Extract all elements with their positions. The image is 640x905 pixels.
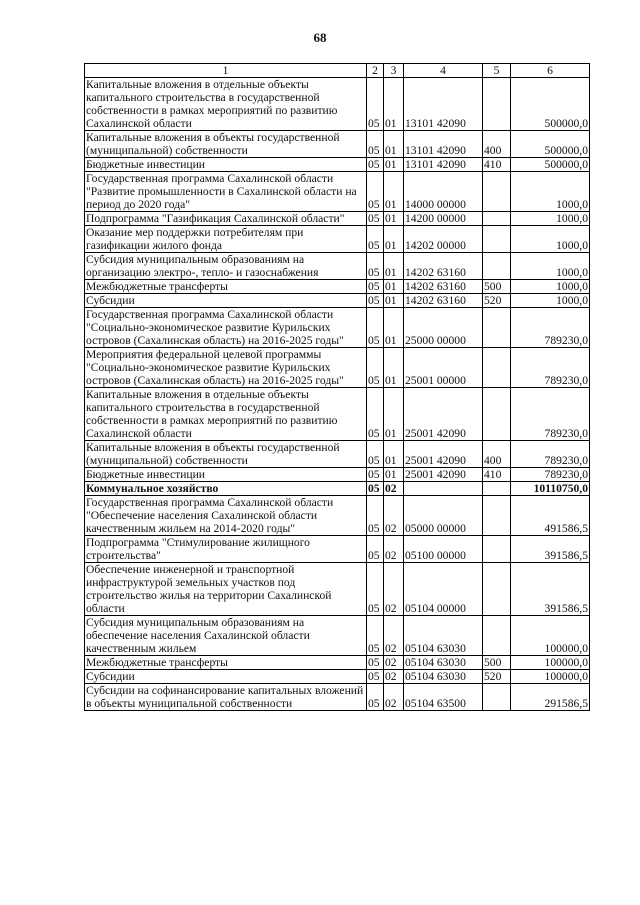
row-target-article-cell: 25001 42090 (404, 468, 483, 482)
row-amount-cell: 391586,5 (511, 563, 590, 616)
table-row (85, 131, 590, 158)
row-name-cell: Мероприятия федеральной целевой программы "Социально-экономическое развитие Курильских островов (Сахалинская область) на 2016-2025 годы" (85, 348, 367, 388)
row-name-cell: Межбюджетные трансферты (85, 280, 367, 294)
row-subsection-cell: 01 (384, 441, 404, 468)
row-section-cell: 05 (367, 656, 384, 670)
row-section-cell: 05 (367, 131, 384, 158)
table-row (85, 348, 590, 388)
row-subsection-cell: 01 (384, 468, 404, 482)
row-name-cell: Коммунальное хозяйство (85, 482, 367, 496)
row-expense-type-cell: 410 (483, 158, 511, 172)
budget-table (84, 63, 590, 711)
table-row (85, 536, 590, 563)
row-target-article-cell: 25000 00000 (404, 308, 483, 348)
row-amount-cell: 291586,5 (511, 684, 590, 711)
table-row (85, 388, 590, 441)
page-number: 68 (313, 30, 327, 45)
row-amount-cell: 500000,0 (511, 78, 590, 131)
header-col-5: 5 (483, 64, 511, 78)
row-name-cell: Субсидия муниципальным образованиям на обеспечение населения Сахалинской области качественным жильем (85, 616, 367, 656)
row-name-cell: Бюджетные инвестиции (85, 468, 367, 482)
row-name-cell: Капитальные вложения в объекты государственной (муниципальной) собственности (85, 441, 367, 468)
row-section-cell: 05 (367, 348, 384, 388)
row-section-cell: 05 (367, 441, 384, 468)
row-amount-cell: 789230,0 (511, 308, 590, 348)
row-subsection-cell: 02 (384, 496, 404, 536)
row-name-cell: Государственная программа Сахалинской области "Развитие промышленности в Сахалинской области на период до 2020 года" (85, 172, 367, 212)
row-target-article-cell: 14202 63160 (404, 253, 483, 280)
row-name-cell: Бюджетные инвестиции (85, 158, 367, 172)
table-body (85, 78, 590, 711)
header-col-3: 3 (384, 64, 404, 78)
row-subsection-cell: 01 (384, 158, 404, 172)
table-row (85, 172, 590, 212)
row-subsection-cell: 01 (384, 294, 404, 308)
table-row (85, 253, 590, 280)
row-target-article-cell: 13101 42090 (404, 131, 483, 158)
row-expense-type-cell (483, 496, 511, 536)
row-section-cell: 05 (367, 294, 384, 308)
table-row (85, 482, 590, 496)
row-target-article-cell: 14202 63160 (404, 280, 483, 294)
row-target-article-cell: 05104 63030 (404, 616, 483, 656)
row-name-cell: Государственная программа Сахалинской области "Обеспечение населения Сахалинской области качественным жильем на 2014-2020 годы" (85, 496, 367, 536)
row-section-cell: 05 (367, 172, 384, 212)
row-subsection-cell: 02 (384, 536, 404, 563)
row-expense-type-cell (483, 226, 511, 253)
row-name-cell: Субсидии на софинансирование капитальных вложений в объекты муниципальной собственности (85, 684, 367, 711)
row-amount-cell: 1000,0 (511, 280, 590, 294)
row-amount-cell: 1000,0 (511, 212, 590, 226)
row-subsection-cell: 02 (384, 684, 404, 711)
row-name-cell: Субсидии (85, 670, 367, 684)
row-target-article-cell: 14202 00000 (404, 226, 483, 253)
row-name-cell: Капитальные вложения в отдельные объекты капитального строительства в государственной собственности в рамках мероприятий по развитию Сахалинской области (85, 388, 367, 441)
table-row (85, 656, 590, 670)
row-section-cell: 05 (367, 670, 384, 684)
row-expense-type-cell (483, 348, 511, 388)
table-header-row (85, 64, 590, 78)
row-expense-type-cell (483, 536, 511, 563)
row-section-cell: 05 (367, 536, 384, 563)
row-expense-type-cell: 520 (483, 294, 511, 308)
row-section-cell: 05 (367, 280, 384, 294)
row-amount-cell: 789230,0 (511, 388, 590, 441)
row-name-cell: Подпрограмма "Газификация Сахалинской области" (85, 212, 367, 226)
table-row (85, 294, 590, 308)
row-name-cell: Государственная программа Сахалинской области "Социально-экономическое развитие Курильских островов (Сахалинская область) на 2016-2025 годы" (85, 308, 367, 348)
header-col-4: 4 (404, 64, 483, 78)
row-section-cell: 05 (367, 253, 384, 280)
row-name-cell: Подпрограмма "Стимулирование жилищного строительства" (85, 536, 367, 563)
row-expense-type-cell (483, 616, 511, 656)
row-section-cell: 05 (367, 158, 384, 172)
row-amount-cell: 789230,0 (511, 348, 590, 388)
row-target-article-cell (404, 482, 483, 496)
row-subsection-cell: 02 (384, 616, 404, 656)
row-expense-type-cell (483, 253, 511, 280)
row-target-article-cell: 05104 63030 (404, 670, 483, 684)
row-name-cell: Обеспечение инженерной и транспортной инфраструктурой земельных участков под строительство жилья на территории Сахалинской области (85, 563, 367, 616)
row-target-article-cell: 14000 00000 (404, 172, 483, 212)
header-col-6: 6 (511, 64, 590, 78)
row-expense-type-cell: 500 (483, 656, 511, 670)
table-row (85, 563, 590, 616)
row-subsection-cell: 01 (384, 280, 404, 294)
row-name-cell: Субсидия муниципальным образованиям на организацию электро-, тепло- и газоснабжения (85, 253, 367, 280)
row-section-cell: 05 (367, 616, 384, 656)
row-subsection-cell: 02 (384, 670, 404, 684)
row-section-cell: 05 (367, 563, 384, 616)
row-target-article-cell: 13101 42090 (404, 78, 483, 131)
row-target-article-cell: 25001 42090 (404, 388, 483, 441)
row-section-cell: 05 (367, 226, 384, 253)
row-expense-type-cell (483, 172, 511, 212)
row-subsection-cell: 01 (384, 388, 404, 441)
row-subsection-cell: 01 (384, 172, 404, 212)
row-subsection-cell: 01 (384, 348, 404, 388)
row-subsection-cell: 01 (384, 212, 404, 226)
row-amount-cell: 500000,0 (511, 158, 590, 172)
row-amount-cell: 789230,0 (511, 441, 590, 468)
row-subsection-cell: 02 (384, 563, 404, 616)
row-expense-type-cell: 500 (483, 280, 511, 294)
row-amount-cell: 1000,0 (511, 294, 590, 308)
row-expense-type-cell (483, 482, 511, 496)
row-expense-type-cell (483, 563, 511, 616)
row-section-cell: 05 (367, 388, 384, 441)
row-section-cell: 05 (367, 212, 384, 226)
row-name-cell: Межбюджетные трансферты (85, 656, 367, 670)
row-subsection-cell: 01 (384, 226, 404, 253)
row-expense-type-cell (483, 388, 511, 441)
row-section-cell: 05 (367, 468, 384, 482)
row-subsection-cell: 01 (384, 131, 404, 158)
table-row (85, 280, 590, 294)
row-amount-cell: 100000,0 (511, 616, 590, 656)
row-amount-cell: 10110750,0 (511, 482, 590, 496)
row-name-cell: Оказание мер поддержки потребителям при газификации жилого фонда (85, 226, 367, 253)
row-target-article-cell: 05104 63030 (404, 656, 483, 670)
row-section-cell: 05 (367, 78, 384, 131)
row-target-article-cell: 25001 42090 (404, 441, 483, 468)
row-amount-cell: 500000,0 (511, 131, 590, 158)
row-subsection-cell: 02 (384, 482, 404, 496)
row-subsection-cell: 02 (384, 656, 404, 670)
table-row (85, 496, 590, 536)
row-expense-type-cell: 410 (483, 468, 511, 482)
row-target-article-cell: 05000 00000 (404, 496, 483, 536)
row-expense-type-cell (483, 308, 511, 348)
row-name-cell: Капитальные вложения в объекты государственной (муниципальной) собственности (85, 131, 367, 158)
row-amount-cell: 789230,0 (511, 468, 590, 482)
row-target-article-cell: 05104 63500 (404, 684, 483, 711)
row-subsection-cell: 01 (384, 308, 404, 348)
table-row (85, 670, 590, 684)
row-amount-cell: 491586,5 (511, 496, 590, 536)
row-expense-type-cell: 400 (483, 441, 511, 468)
row-section-cell: 05 (367, 482, 384, 496)
row-section-cell: 05 (367, 684, 384, 711)
table-row (85, 441, 590, 468)
table-row (85, 616, 590, 656)
row-target-article-cell: 25001 00000 (404, 348, 483, 388)
table-row (85, 78, 590, 131)
row-target-article-cell: 14202 63160 (404, 294, 483, 308)
row-section-cell: 05 (367, 496, 384, 536)
row-expense-type-cell: 520 (483, 670, 511, 684)
table-row (85, 684, 590, 711)
row-expense-type-cell (483, 78, 511, 131)
row-target-article-cell: 05104 00000 (404, 563, 483, 616)
row-amount-cell: 1000,0 (511, 172, 590, 212)
row-target-article-cell: 05100 00000 (404, 536, 483, 563)
row-target-article-cell: 13101 42090 (404, 158, 483, 172)
row-name-cell: Капитальные вложения в отдельные объекты капитального строительства в государственной собственности в рамках мероприятий по развитию Сахалинской области (85, 78, 367, 131)
table-row (85, 308, 590, 348)
table-row (85, 212, 590, 226)
row-amount-cell: 100000,0 (511, 670, 590, 684)
row-amount-cell: 1000,0 (511, 226, 590, 253)
row-amount-cell: 391586,5 (511, 536, 590, 563)
table-row (85, 158, 590, 172)
table-row (85, 468, 590, 482)
header-col-1: 1 (85, 64, 367, 78)
row-amount-cell: 100000,0 (511, 656, 590, 670)
row-name-cell: Субсидии (85, 294, 367, 308)
table-row (85, 226, 590, 253)
row-subsection-cell: 01 (384, 253, 404, 280)
row-amount-cell: 1000,0 (511, 253, 590, 280)
row-target-article-cell: 14200 00000 (404, 212, 483, 226)
row-expense-type-cell (483, 684, 511, 711)
row-section-cell: 05 (367, 308, 384, 348)
row-subsection-cell: 01 (384, 78, 404, 131)
row-expense-type-cell: 400 (483, 131, 511, 158)
header-col-2: 2 (367, 64, 384, 78)
row-expense-type-cell (483, 212, 511, 226)
